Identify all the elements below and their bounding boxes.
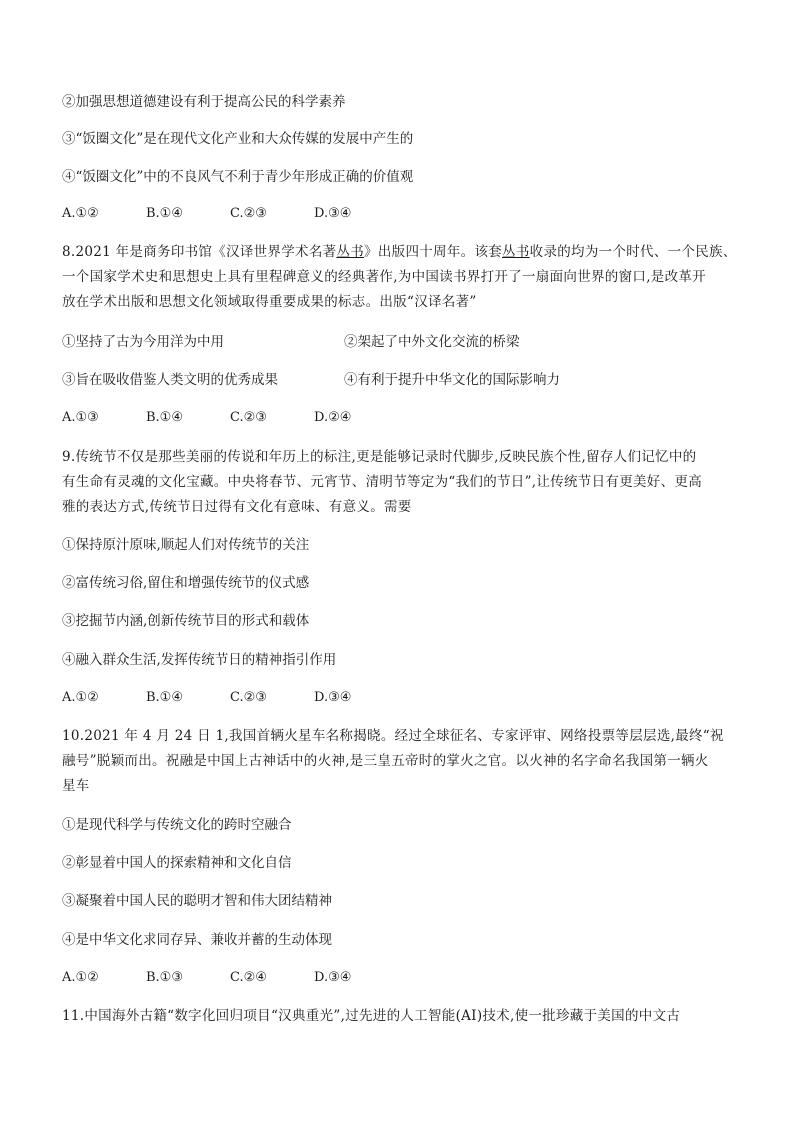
- q8-item-2: ②架起了中外文化交流的桥梁: [344, 334, 520, 350]
- q10-option-a: A.①②: [62, 970, 99, 985]
- q8-item-1: ①坚持了古为今用洋为中用: [62, 334, 224, 350]
- q9-option-d: D.③④: [314, 690, 352, 705]
- q8-stem-line-2: 一个国家学术史和思想史上具有里程碑意义的经典著作,为中国读书界打开了一扇面向世界的窗口,是改革开: [62, 269, 706, 285]
- q8-item-3: ③旨在吸收借鉴人类文明的优秀成果: [62, 372, 278, 388]
- q9-stem-line-2: 有生命有灵魂的文化宝藏。中央将春节、元宵节、清明节等定为“我们的节日”,让传统节日有更美好、更高: [62, 474, 702, 490]
- q8-option-b: B.①④: [146, 410, 183, 425]
- q9-item-2: ②富传统习俗,留住和增强传统节的仪式感: [62, 575, 310, 591]
- q7-item-3: ③“饭圈文化”是在现代文化产业和大众传媒的发展中产生的: [62, 131, 414, 147]
- q9-option-c: C.②③: [230, 690, 267, 705]
- q7-options: [62, 205, 351, 223]
- q8-stem-part: 8.2021 年是商务印书馆《汉译世界学术名著: [62, 244, 337, 260]
- q10-item-2: ②彰显着中国人的探索精神和文化自信: [62, 855, 292, 871]
- q8-items-row-2: [62, 371, 742, 389]
- q8-underlined-word: 丛书: [502, 244, 530, 260]
- q8-stem-part: 》出版四十周年。该套: [364, 244, 503, 260]
- q7-option-d: D.③④: [314, 206, 352, 221]
- q9-item-1: ①保持原汁原味,顺起人们对传统节的关注: [62, 537, 310, 553]
- q7-option-a: A.①②: [62, 206, 99, 221]
- q10-item-3: ③凝聚着中国人民的聪明才智和伟大团结精神: [62, 893, 332, 909]
- q10-option-d: D.③④: [314, 970, 352, 985]
- q8-items-row-1: [62, 333, 742, 351]
- q8-option-a: A.①③: [62, 410, 99, 425]
- q9-item-4: ④融入群众生活,发挥传统节日的精神指引作用: [62, 652, 337, 668]
- q10-stem-line-3: 星车: [62, 778, 90, 794]
- q10-item-4: ④是中华文化求同存异、兼收并蓄的生动体现: [62, 932, 332, 948]
- q8-stem-line-3: 放在学术出版和思想文化领域取得重要成果的标志。出版“汉译名著”: [62, 294, 477, 310]
- q8-option-c: C.②③: [230, 410, 267, 425]
- q10-stem-line-1: 10.2021 年 4 月 24 日 1,我国首辆火星车名称揭晓。经过全球征名、专家评审、网络投票等层层选,最终“祝: [62, 728, 724, 744]
- q8-stem-line-1: [62, 243, 737, 261]
- q10-option-c: C.②④: [230, 970, 267, 985]
- q10-item-1: ①是现代科学与传统文化的跨时空融合: [62, 817, 292, 833]
- q8-underlined-word: 丛书: [336, 244, 365, 260]
- q11-stem-line-1: 11.中国海外古籍“数字化回归项目“汉典重光”,过先进的人工智能(AI)技术,使一批珍藏于美国的中文古: [62, 1008, 681, 1024]
- q10-stem-line-2: 融号”脱颖而出。祝融是中国上古神话中的火神,是三皇五帝时的掌火之官。以火神的名字命名我国第一辆火: [62, 753, 709, 769]
- q7-item-2: ②加强思想道德建设有利于提高公民的科学素养: [62, 94, 346, 110]
- q9-stem-line-1: 9.传统节不仅是那些美丽的传说和年历上的标注,更是能够记录时代脚步,反映民族个性,留存人们记忆中的: [62, 449, 697, 465]
- q9-options: [62, 689, 351, 707]
- q9-option-b: B.①④: [146, 690, 183, 705]
- q9-option-a: A.①②: [62, 690, 99, 705]
- q8-option-d: D.②④: [314, 410, 352, 425]
- q8-item-4: ④有利于提升中华文化的国际影响力: [344, 372, 560, 388]
- q7-option-b: B.①④: [146, 206, 183, 221]
- q10-option-b: B.①③: [146, 970, 183, 985]
- q8-options: [62, 409, 351, 427]
- q7-option-c: C.②③: [230, 206, 267, 221]
- q9-stem-line-3: 雅的表达方式,传统节日过得有文化有意味、有意义。需要: [62, 499, 412, 515]
- q10-options: [62, 969, 351, 987]
- q8-stem-part: 收录的均为一个时代、一个民族、: [529, 244, 737, 260]
- q7-item-4: ④“饭圈文化”中的不良风气不利于青少年形成正确的价值观: [62, 169, 414, 185]
- q9-item-3: ③挖掘节内涵,创新传统节目的形式和载体: [62, 613, 310, 629]
